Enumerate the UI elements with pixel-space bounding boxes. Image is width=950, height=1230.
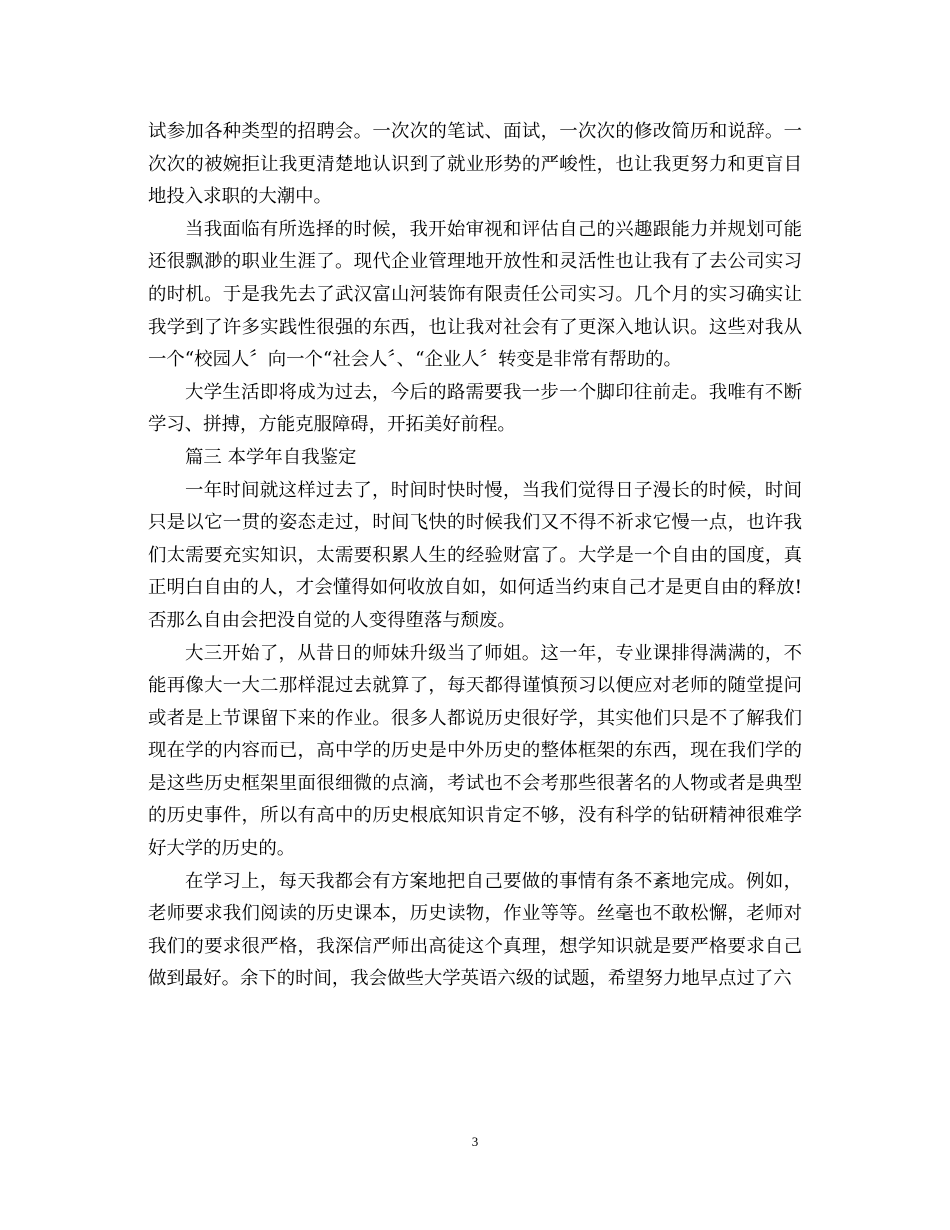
paragraph: 大三开始了，从昔日的师妹升级当了师姐。这一年，专业课排得满满的，不能再像大一大二那样混过去就算了，每天都得谨慎预习以便应对老师的随堂提问或者是上节课留下来的作业。很多人都说历史很好学，其实他们只是不了解我们现在学的内容而已，高中学的历史是中外历史的整体框架的东西，现在我们学的是这些历史框架里面很细微的点滴，考试也不会考那些很著名的人物或者是典型的历史事件，所以有高中的历史根底知识肯定不够，没有科学的钻研精神很难学好大学的历史的。 [148, 642, 802, 860]
page-number: 3 [471, 1134, 479, 1149]
paragraph-continued: 试参加各种类型的招聘会。一次次的笔试、面试，一次次的修改简历和说辞。一次次的被婉拒让我更清楚地认识到了就业形势的严峻性，也让我更努力和更盲目地投入求职的大潮中。 [148, 121, 802, 208]
paragraph: 一年时间就这样过去了，时间时快时慢，当我们觉得日子漫长的时候，时间只是以它一贯的姿态走过，时间飞快的时候我们又不得不祈求它慢一点，也许我们太需要充实知识，太需要积累人生的经验财富了。大学是一个自由的国度，真正明白自由的人，才会懂得如何收放自如，如何适当约束自己才是更自由的释放!否那么自由会把没自觉的人变得堕落与颓废。 [148, 479, 802, 631]
paragraph: 在学习上，每天我都会有方案地把自己要做的事情有条不紊地完成。例如，老师要求我们阅读的历史课本，历史读物，作业等等。丝毫也不敢松懈，老师对我们的要求很严格，我深信严师出高徒这个真理，想学知识就是要严格要求自己做到最好。余下的时间，我会做些大学英语六级的试题，希望努力地早点过了六 [148, 870, 802, 990]
paragraph: 当我面临有所选择的时候，我开始审视和评估自己的兴趣跟能力并规划可能还很飘渺的职业生涯了。现代企业管理地开放性和灵活性也让我有了去公司实习的时机。于是我先去了武汉富山河装饰有限责任公司实习。几个月的实习确实让我学到了许多实践性很强的东西，也让我对社会有了更深入地认识。这些对我从一个“校园人〞向一个“社会人〞、“企业人〞转变是非常有帮助的。 [148, 218, 802, 371]
section-heading: 篇三 本学年自我鉴定 [185, 446, 357, 468]
document-body [148, 116, 802, 996]
paragraph: 大学生活即将成为过去，今后的路需要我一步一个脚印往前走。我唯有不断学习、拼搏，方能克服障碍，开拓美好前程。 [148, 381, 802, 436]
